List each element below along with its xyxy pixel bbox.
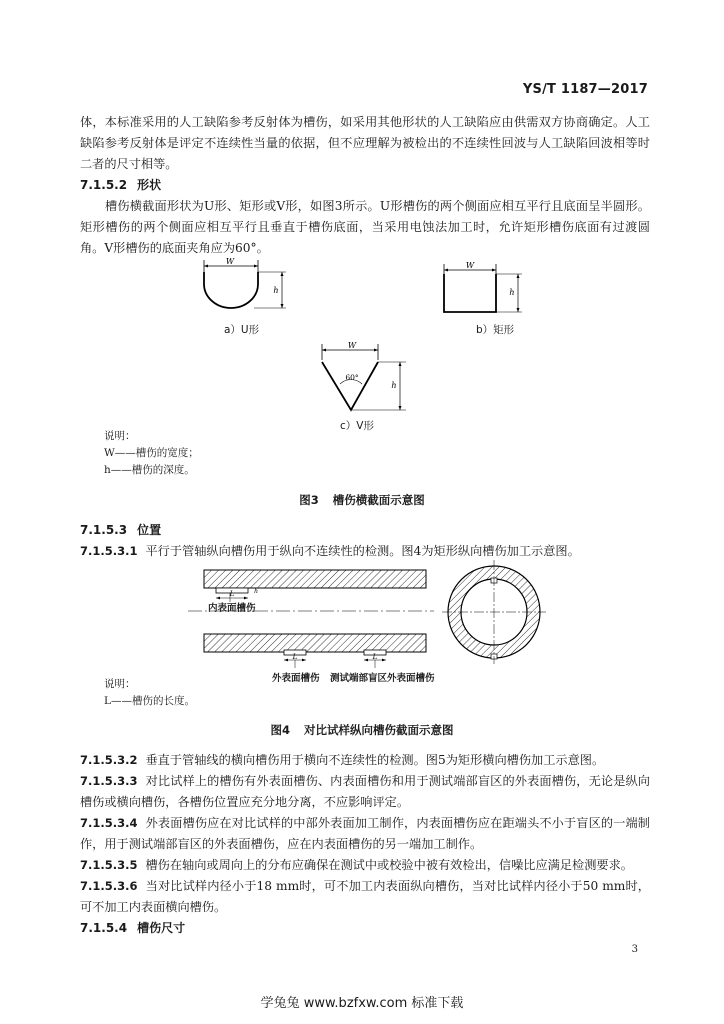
figure3-v-shape bbox=[316, 340, 416, 416]
legend-w: W——槽伤的宽度； bbox=[104, 447, 199, 459]
clause-71532 bbox=[80, 750, 650, 771]
section-7153-block bbox=[80, 520, 650, 562]
clause-number: 7.1.5.3.2 bbox=[80, 753, 138, 767]
clause-number: 7.1.5.3.4 bbox=[80, 816, 138, 830]
u-depth-label: h bbox=[273, 286, 279, 295]
clauses-block bbox=[80, 750, 650, 939]
figure3-title bbox=[0, 492, 724, 508]
legend-title: 说明： bbox=[104, 678, 136, 690]
figure4-title bbox=[0, 722, 724, 738]
clause-text: 平行于管轴纵向槽伤用于纵向不连续性的检测。图4为矩形纵向槽伤加工示意图。 bbox=[145, 544, 580, 558]
legend-title: 说明： bbox=[104, 430, 136, 442]
clause-text: 垂直于管轴线的横向槽伤用于横向不连续性的检测。图5为矩形横向槽伤加工示意图。 bbox=[145, 753, 605, 767]
clause-number: 7.1.5.3.5 bbox=[80, 858, 138, 872]
clause-text: 槽伤在轴向或周向上的分布应确保在测试中或校验中被有效检出，信噪比应满足检测要求。 bbox=[145, 858, 633, 872]
section-7152-body: 槽伤横截面形状为U形、矩形或V形，如图3所示。U形槽伤的两个侧面应相互平行且底面呈半圆形。矩形槽伤的两个侧面应相互平行且垂直于槽伤底面，当采用电蚀法加工时，允许矩形槽伤底面有过渡圆角。V形槽伤的底面夹角应为60°。 bbox=[80, 199, 650, 255]
clause-text: 当对比试样内径小于18 mm时，可不加工内表面纵向槽伤，当对比试样内径小于50 mm时，可不加工内表面横向槽伤。 bbox=[80, 879, 650, 914]
section-number: 7.1.5.3 bbox=[80, 523, 128, 537]
figure3-caption-b: b）矩形 bbox=[476, 324, 515, 336]
clause-text: 外表面槽伤应在对比试样的中部外表面加工制作，内表面槽伤应在距端头不小于盲区的一端制作，用于测试端部盲区的外表面槽伤，应在内表面槽伤的另一端加工制作。 bbox=[80, 816, 650, 851]
section-title: 槽伤尺寸 bbox=[137, 921, 186, 935]
inner-length-label: L bbox=[229, 590, 235, 598]
clause-number: 7.1.5.3.1 bbox=[80, 544, 138, 558]
figure3-caption-a: a）U形 bbox=[224, 324, 260, 336]
clause-text: 对比试样上的槽伤有外表面槽伤、内表面槽伤和用于测试端部盲区的外表面槽伤，无论是纵向槽伤或横向槽伤，各槽伤位置应充分地分离，不应影响评定。 bbox=[80, 774, 650, 809]
figure4-cross-section bbox=[442, 560, 546, 664]
v-depth-label: h bbox=[391, 381, 397, 390]
rect-depth-label: h bbox=[509, 288, 515, 297]
outer-notch-label: 外表面槽伤 bbox=[272, 673, 320, 684]
section-title: 位置 bbox=[137, 523, 162, 537]
intro-paragraph: 体，本标准采用的人工缺陷参考反射体为槽伤，如采用其他形状的人工缺陷应由供需双方协商确定。人工缺陷参考反射体是评定不连续性当量的依据，但不应理解为被检出的不连续性回波与人工缺陷回波相等时二者的尺寸相等。 bbox=[80, 115, 650, 171]
u-width-label: W bbox=[225, 258, 235, 266]
clause-number: 7.1.5.3.3 bbox=[80, 774, 138, 788]
clause-71535 bbox=[80, 855, 650, 876]
figure4-title-text: 对比试样纵向槽伤截面示意图 bbox=[304, 723, 454, 737]
clause-71533 bbox=[80, 771, 650, 813]
figure3-number: 图3 bbox=[299, 493, 319, 507]
inner-depth-label: h bbox=[254, 588, 258, 595]
clause-71536 bbox=[80, 876, 650, 918]
section-number: 7.1.5.2 bbox=[80, 178, 128, 192]
top-text-block bbox=[80, 112, 650, 259]
figure4-legend bbox=[104, 676, 195, 710]
rect-width-label: W bbox=[465, 262, 475, 270]
section-number: 7.1.5.4 bbox=[80, 921, 128, 935]
figure3-title-text: 槽伤横截面示意图 bbox=[332, 493, 425, 507]
figure3-legend bbox=[104, 428, 199, 479]
section-title: 形状 bbox=[137, 178, 162, 192]
outer-length-label: L bbox=[292, 653, 298, 661]
v-angle-label: 60° bbox=[345, 373, 359, 382]
legend-h: h——槽伤的深度。 bbox=[104, 464, 195, 476]
inner-notch-label: 内表面槽伤 bbox=[208, 603, 256, 614]
section-heading-7154 bbox=[80, 918, 650, 939]
section-heading-7152 bbox=[80, 175, 650, 196]
clause-number: 7.1.5.3.6 bbox=[80, 879, 138, 893]
clause-71531 bbox=[80, 541, 650, 562]
clause-71534 bbox=[80, 813, 650, 855]
figure4-tube-section bbox=[182, 564, 442, 682]
footer-watermark: 学兔兔 www.bzfxw.com 标准下载 bbox=[260, 996, 464, 1011]
v-width-label: W bbox=[347, 341, 357, 350]
page-number: 3 bbox=[631, 944, 638, 955]
figure4-number: 图4 bbox=[270, 723, 290, 737]
section-heading-7153 bbox=[80, 520, 650, 541]
figure3-u-shape bbox=[196, 258, 292, 320]
figure3-caption-c: c）V形 bbox=[340, 420, 374, 432]
standard-code: YS/T 1187—2017 bbox=[522, 82, 648, 97]
blind-zone-notch-label: 测试端部盲区外表面槽伤 bbox=[330, 673, 435, 684]
legend-l: L——槽伤的长度。 bbox=[104, 695, 195, 707]
figure3-rect-shape bbox=[438, 262, 528, 320]
blind-length-label: L bbox=[372, 653, 378, 661]
